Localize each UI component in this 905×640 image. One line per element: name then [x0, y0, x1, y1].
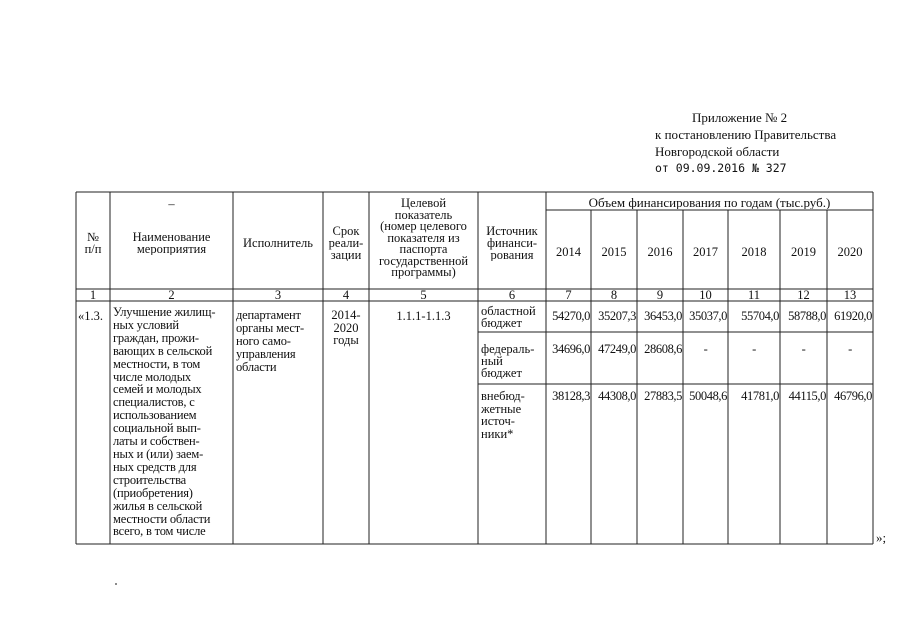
funding-value: 55704,0: [741, 310, 779, 322]
column-number: 1: [89, 289, 97, 301]
header-executor: Исполнитель: [243, 237, 313, 249]
appendix-decree: к постановлению Правительства: [655, 127, 837, 142]
scan-speck: [115, 583, 117, 585]
implementation-term: 2014- 2020 годы: [331, 309, 361, 347]
funding-value: 44308,0: [598, 390, 636, 402]
row-number: «1.3.: [78, 310, 103, 322]
header-year: 2019: [791, 246, 816, 258]
header-funding-source: Источник финанси- рования: [486, 225, 538, 261]
column-number: 8: [610, 289, 618, 301]
funding-value: 36453,0: [644, 310, 682, 322]
column-number: 6: [508, 289, 516, 301]
header-funding-by-year: Объем финансирования по годам (тыс.руб.): [588, 197, 831, 209]
funding-value: 28608,6: [644, 343, 682, 355]
funding-value: 47249,0: [598, 343, 636, 355]
funding-value: 61920,0: [834, 310, 872, 322]
column-number: 12: [797, 289, 810, 301]
funding-value: 58788,0: [788, 310, 826, 322]
funding-source-label: областной бюджет: [481, 305, 536, 329]
header-num: № п/п: [84, 231, 102, 255]
funding-value: 34696,0: [552, 343, 590, 355]
column-number: 3: [274, 289, 282, 301]
funding-value: 35037,0: [689, 310, 727, 322]
closing-quote-mark: »;: [876, 530, 887, 545]
funding-value: 54270,0: [552, 310, 590, 322]
header-year: 2017: [693, 246, 718, 258]
funding-value: -: [801, 343, 806, 355]
header-term: Срок реали- зации: [328, 225, 364, 261]
appendix-title: Приложение № 2: [692, 110, 788, 125]
funding-value: 46796,0: [834, 390, 872, 402]
appendix-date: от 09.09.2016 № 327: [655, 161, 787, 175]
appendix-region: Новгородской области: [655, 144, 780, 159]
header-year: 2015: [601, 246, 627, 258]
header-year: 2014: [556, 246, 581, 258]
header-year: 2020: [837, 246, 863, 258]
column-number: 13: [843, 289, 857, 301]
funding-source-label: федераль- ный бюджет: [481, 343, 535, 379]
funding-value: 38128,3: [552, 390, 590, 402]
executor: департамент органы мест- ного само- управления области: [236, 309, 304, 374]
header-year: 2018: [741, 246, 767, 258]
column-number: 2: [168, 289, 175, 301]
column-number: 7: [565, 289, 572, 301]
funding-value: 27883,5: [644, 390, 682, 402]
column-number: 4: [342, 289, 350, 301]
funding-value: -: [752, 343, 756, 355]
header-target-indicator: Целевой показатель (номер целевого показателя из паспорта государственной программы): [378, 198, 469, 279]
header-year: 2016: [647, 246, 673, 258]
funding-value: -: [703, 343, 708, 355]
funding-source-label: внебюд- жетные источ- ники*: [481, 390, 525, 440]
column-number: 9: [656, 289, 664, 301]
funding-value: 44115,0: [788, 390, 826, 402]
funding-value: 50048,6: [689, 390, 727, 402]
column-number: 5: [420, 289, 427, 301]
column-number: 11: [747, 289, 761, 301]
column-number: 10: [699, 289, 712, 301]
target-indicator: 1.1.1-1.1.3: [396, 310, 451, 322]
measure-name: Улучшение жилищ- ных условий граждан, прожи- вающих в сельской местности, в том числе молодых семей и молодых специалистов, с использованием социальной вып- латы и собствен- ных и (или) заем- ных средств для строительства (приобретения) жилья в сельской местности области всего, в том числе: [113, 306, 216, 539]
funding-value: -: [848, 343, 852, 355]
header-measure-name: Наименование мероприятия: [132, 231, 211, 255]
header-dash: –: [168, 198, 175, 210]
funding-value: 41781,0: [741, 390, 779, 402]
funding-value: 35207,3: [598, 310, 636, 322]
